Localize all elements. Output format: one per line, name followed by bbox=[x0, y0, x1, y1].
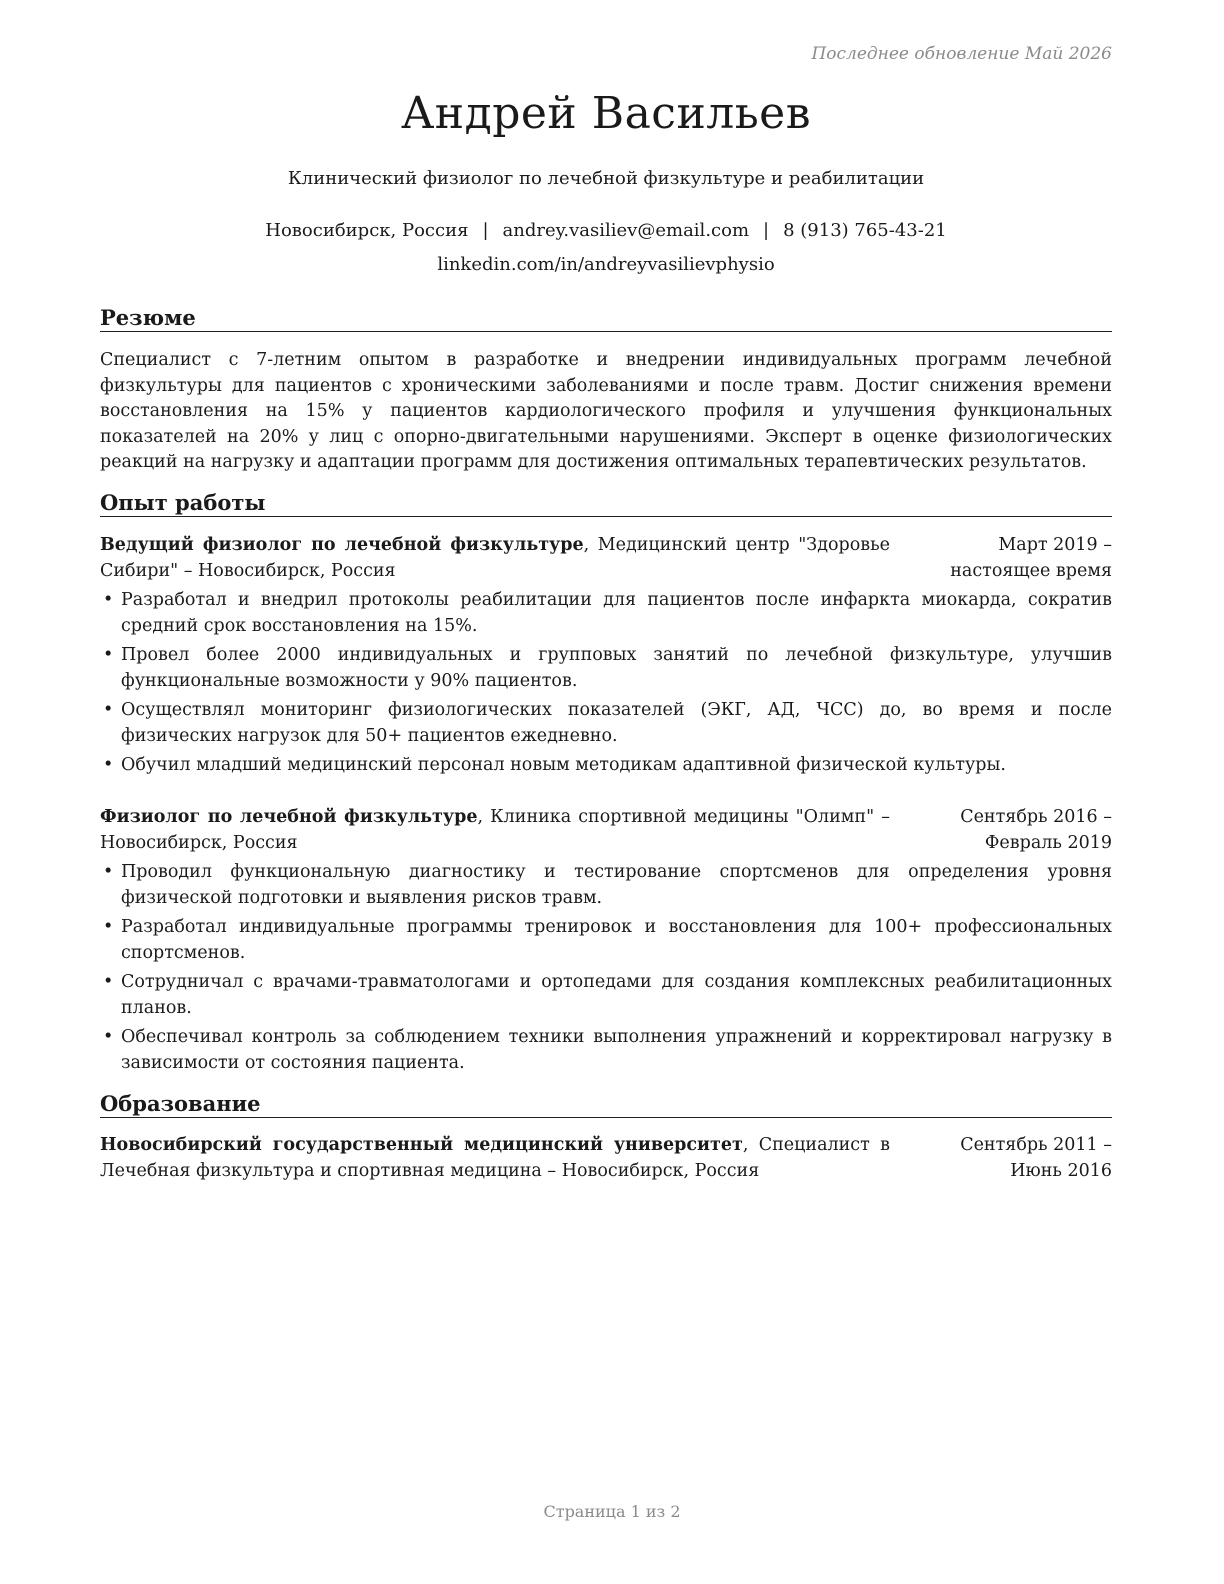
bullet-icon: • bbox=[103, 755, 114, 775]
job-bullets bbox=[100, 588, 1112, 779]
contact-line bbox=[100, 219, 1112, 242]
bullet-icon: • bbox=[103, 1027, 114, 1047]
job-entry bbox=[100, 805, 1112, 1080]
candidate-name: Андрей Васильев bbox=[400, 88, 811, 139]
bullet-text: Разработал индивидуальные программы тренировок и восстановления для 100+ профессиональных спортсменов. bbox=[121, 917, 1112, 963]
phone-number: 8 (913) 765-43-21 bbox=[783, 220, 947, 241]
job-title-line bbox=[100, 805, 890, 856]
job-position: Физиолог по лечебной физкультуре bbox=[100, 807, 478, 827]
job-employer: , Медицинский центр "Здоровье Сибири" – Новосибирск, Россия bbox=[100, 535, 890, 581]
bullet-icon: • bbox=[103, 700, 114, 720]
separator: | bbox=[482, 220, 489, 241]
job-dates: Март 2019 – настоящее время bbox=[950, 535, 1112, 581]
list-item bbox=[100, 1025, 1112, 1076]
separator: | bbox=[763, 220, 770, 241]
last-updated: Последнее обновление Май 2026 bbox=[811, 44, 1112, 64]
job-title-line bbox=[100, 533, 890, 584]
list-item bbox=[100, 698, 1112, 749]
job-header bbox=[100, 805, 1112, 856]
bullet-text: Сотрудничал с врачами-травматологами и ортопедами для создания комплексных реабилитационных планов. bbox=[121, 972, 1112, 1018]
linkedin-link[interactable]: linkedin.com/in/andreyvasilievphysio bbox=[437, 254, 775, 275]
bullet-icon: • bbox=[103, 972, 114, 992]
list-item bbox=[100, 860, 1112, 911]
location: Новосибирск, Россия bbox=[265, 220, 469, 241]
list-item bbox=[100, 970, 1112, 1021]
job-entry bbox=[100, 533, 1112, 783]
candidate-title: Клинический физиолог по лечебной физкультуре и реабилитации bbox=[287, 168, 925, 189]
summary-heading: Резюме bbox=[100, 305, 1112, 332]
bullet-text: Разработал и внедрил протоколы реабилитации для пациентов после инфаркта миокарда, сократив средний срок восстановления на 15%. bbox=[121, 590, 1112, 636]
bullet-text: Провел более 2000 индивидуальных и групповых занятий по лечебной физкультуре, улучшив функциональные возможности у 90% пациентов. bbox=[121, 645, 1112, 691]
bullet-text: Обеспечивал контроль за соблюдением техники выполнения упражнений и корректировал нагрузку в зависимости от состояния пациента. bbox=[121, 1027, 1112, 1073]
list-item bbox=[100, 915, 1112, 966]
education-title-line bbox=[100, 1133, 890, 1184]
education-entry bbox=[100, 1133, 1112, 1184]
page-number: Страница 1 из 2 bbox=[543, 1502, 681, 1521]
job-header bbox=[100, 533, 1112, 584]
summary-text: Специалист с 7-летним опытом в разработке и внедрении индивидуальных программ лечебной физкультуры для пациентов с хроническими заболеваниями и после травм. Достиг снижения времени восстановления на 15% у пациентов кардиологического профиля и улучшения функциональных показателей на 20% у лиц с опорно-двигательными нарушениями. Эксперт в оценке физиологических реакций на нагрузку и адаптации программ для достижения оптимальных терапевтических результатов. bbox=[100, 350, 1112, 472]
bullet-text: Обучил младший медицинский персонал новым методикам адаптивной физической культуры. bbox=[121, 755, 1006, 775]
job-bullets bbox=[100, 860, 1112, 1076]
bullet-icon: • bbox=[103, 645, 114, 665]
bullet-text: Проводил функциональную диагностику и тестирование спортсменов для определения уровня физической подготовки и выявления рисков травм. bbox=[121, 862, 1112, 908]
bullet-icon: • bbox=[103, 917, 114, 937]
education-institution: Новосибирский государственный медицинский университет bbox=[100, 1135, 743, 1155]
list-item bbox=[100, 643, 1112, 694]
education-header bbox=[100, 1133, 1112, 1184]
list-item bbox=[100, 588, 1112, 639]
bullet-text: Осуществлял мониторинг физиологических показателей (ЭКГ, АД, ЧСС) до, во время и после физических нагрузок для 50+ пациентов ежедневно. bbox=[121, 700, 1112, 746]
job-dates: Сентябрь 2016 – Февраль 2019 bbox=[960, 807, 1112, 853]
bullet-icon: • bbox=[103, 590, 114, 610]
email-link[interactable]: andrey.vasiliev@email.com bbox=[502, 220, 750, 241]
education-dates: Сентябрь 2011 – Июнь 2016 bbox=[960, 1135, 1112, 1181]
list-item bbox=[100, 753, 1112, 779]
job-position: Ведущий физиолог по лечебной физкультуре bbox=[100, 535, 584, 555]
job-employer: , Клиника спортивной медицины "Олимп" – Новосибирск, Россия bbox=[100, 807, 890, 853]
education-details: , Специалист в Лечебная физкультура и спортивная медицина – Новосибирск, Россия bbox=[100, 1135, 890, 1181]
experience-heading: Опыт работы bbox=[100, 490, 1112, 517]
bullet-icon: • bbox=[103, 862, 114, 882]
education-heading: Образование bbox=[100, 1091, 1112, 1118]
